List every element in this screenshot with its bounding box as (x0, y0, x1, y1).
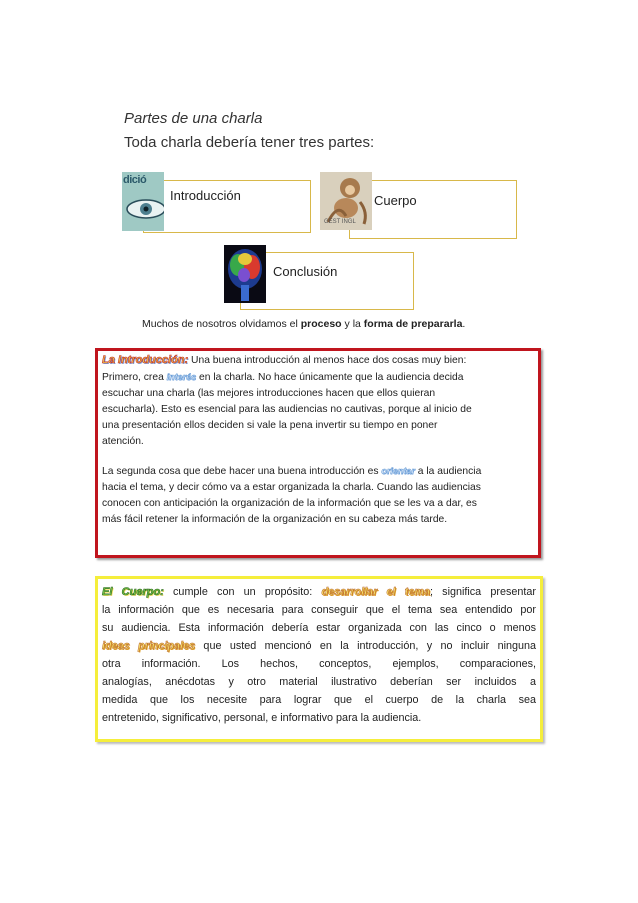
intro-line: conocen con anticipación la organización de la información que se les va a dar, es (102, 498, 477, 509)
brain-scan-icon (224, 245, 266, 303)
eye-image-text: dició (123, 174, 147, 186)
intro-panel (95, 348, 541, 558)
body-line: analogías, anécdotas y otro material ilustrativo deberían ser incluidos a (102, 676, 536, 688)
page-title: Partes de una charla (124, 110, 263, 127)
intro-line: atención. (102, 436, 144, 447)
intro-line: escucharla). Esto es esencial para las audiencias no cautivas, porque al inicio de (102, 404, 472, 415)
intro-line: más fácil retener la información de la organización en su cabeza más tarde. (102, 514, 448, 525)
eye-icon (122, 172, 164, 231)
note-text-end: . (462, 318, 466, 330)
body-label: Cuerpo (374, 193, 417, 208)
note-text: Muchos de nosotros olvidamos el (142, 318, 301, 330)
body-heading: El Cuerpo: (102, 586, 164, 598)
page-subtitle: Toda charla debería tener tres partes: (124, 134, 375, 151)
intro-line: en la charla. No hace únicamente que la audiencia decida (196, 372, 464, 383)
note-bold-form: forma de prepararla (363, 318, 463, 330)
ideas-wordart: ideas principales (102, 640, 196, 652)
intro-line: La segunda cosa que debe hacer una buena introducción es (102, 466, 382, 477)
intro-line: hacia el tema, y decir cómo va a estar organizada la charla. Cuando las audiencias (102, 482, 481, 493)
conclusion-label: Conclusión (273, 264, 338, 279)
body-line: ; significa presentar (429, 586, 537, 598)
intro-line: escuchar una charla (las mejores introducciones hacen que ellos quieran (102, 388, 436, 399)
monkey-image (320, 172, 372, 230)
intro-line: Primero, crea (102, 372, 167, 383)
body-line: entretenido, significativo, personal, e informativo para la audiencia. (102, 712, 422, 724)
intro-line: a la audiencia (414, 466, 482, 477)
orientar-wordart: orientar (381, 466, 415, 476)
body-panel (95, 576, 543, 742)
eye-image (122, 172, 164, 231)
body-line: que usted mencionó en la introducción, y no incluir ninguna (195, 640, 536, 652)
body-line: su audiencia. Esta información debería estar organizada con las cinco o menos (102, 622, 536, 634)
process-note (142, 318, 465, 330)
conclusion-box (240, 252, 414, 310)
body-line: medida que los necesite para lograr que el cuerpo de la charla sea (102, 694, 536, 706)
interes-wordart: interés (166, 372, 197, 382)
intro-label: Introducción (170, 188, 241, 203)
body-line: la información que es necesaria para conseguir que el tema sea entendido por (102, 604, 536, 616)
intro-heading: La Introducción: (102, 354, 189, 366)
note-bold-process: proceso (300, 318, 342, 330)
body-line: cumple con un propósito: (163, 586, 322, 598)
intro-box (143, 180, 311, 233)
intro-line: una presentación ellos deciden si vale la pena invertir su tiempo en poner (102, 420, 438, 431)
monkey-image-text: GEST INGL (324, 219, 356, 225)
note-text-mid: y la (341, 318, 364, 330)
desarrollar-wordart: desarrollar el tema (321, 586, 430, 598)
brain-image (224, 245, 266, 303)
body-box (349, 180, 517, 239)
body-line: otra información. Los hechos, conceptos, ejemplos, comparaciones, (102, 658, 536, 670)
intro-line: Una buena introducción al menos hace dos cosas muy bien: (188, 355, 467, 366)
